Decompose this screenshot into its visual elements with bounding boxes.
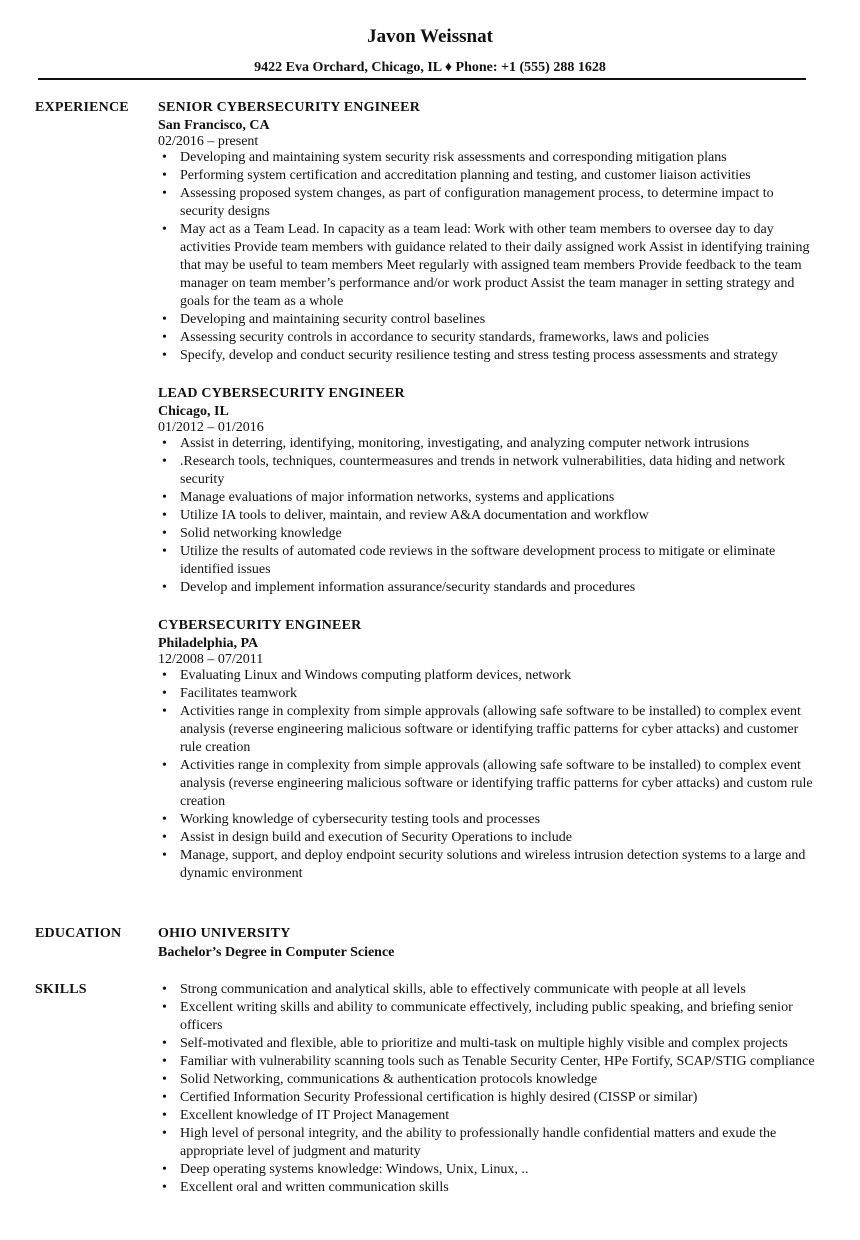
job-location: San Francisco, CA <box>158 118 270 133</box>
skill-item: • Excellent writing skills and ability to communicate effectively, including public speaking, and briefing senior officers <box>180 999 818 1035</box>
job-bullet: • Manage evaluations of major information networks, systems and applications <box>180 489 818 507</box>
skill-item: • Familiar with vulnerability scanning tools such as Tenable Security Center, HPe Fortify, SCAP/STIG compliance <box>180 1053 818 1071</box>
job-bullet: • Working knowledge of cybersecurity testing tools and processes <box>180 811 818 829</box>
job-entry <box>158 99 818 365</box>
job-bullet: • Assist in design build and execution of Security Operations to include <box>180 829 818 847</box>
job-bullet: • Activities range in complexity from simple approvals (allowing safe software to be installed) to complex event analysis (reverse engineering malicious software or identifying traffic patterns for cyber attacks) and customer rule creation <box>180 703 818 757</box>
job-entry <box>158 385 818 597</box>
job-location: Philadelphia, PA <box>158 636 259 651</box>
job-bullet: • Developing and maintaining system security risk assessments and corresponding mitigation plans <box>180 149 818 167</box>
job-entry <box>158 617 818 883</box>
skills-list <box>158 981 818 1197</box>
education-body <box>158 925 818 963</box>
skill-item: • High level of personal integrity, and the ability to professionally handle confidential matters and exude the appropriate level of judgment and maturity <box>180 1125 818 1161</box>
job-bullet: • Utilize IA tools to deliver, maintain, and review A&A documentation and workflow <box>180 507 818 525</box>
school-name: OHIO UNIVERSITY <box>158 926 291 941</box>
job-bullet: • Activities range in complexity from simple approvals (allowing safe software to be installed) to complex event analysis (reverse engineering malicious software or identifying traffic patterns for cyber attacks) and custom rule creation <box>180 757 818 811</box>
job-bullet: • Assessing security controls in accordance to security standards, frameworks, laws and policies <box>180 329 818 347</box>
job-bullet: • Utilize the results of automated code reviews in the software development process to mitigate or eliminate identified issues <box>180 543 818 579</box>
education-heading: EDUCATION <box>35 926 122 941</box>
job-bullet: • Evaluating Linux and Windows computing platform devices, network <box>180 667 818 685</box>
degree: Bachelor’s Degree in Computer Science <box>158 945 395 960</box>
skills-body <box>158 981 818 1197</box>
job-bullet: • May act as a Team Lead. In capacity as a team lead: Work with other team members to oversee day to day activities Provide team members with guidance related to their daily assigned work Assist in identifying training that may be useful to team members Meet regularly with assigned team members Provide feedback to the team manager on team member’s performance and/or work product Assist the team manager in setting strategy and goals for the team as a whole <box>180 221 818 311</box>
job-title: SENIOR CYBERSECURITY ENGINEER <box>158 100 421 115</box>
job-bullet: • Manage, support, and deploy endpoint security solutions and wireless intrusion detection systems to a large and dynamic environment <box>180 847 818 883</box>
job-bullet: • Facilitates teamwork <box>180 685 818 703</box>
job-bullet: • Developing and maintaining security control baselines <box>180 311 818 329</box>
skill-item: • Deep operating systems knowledge: Windows, Unix, Linux, .. <box>180 1161 818 1179</box>
skill-item: • Self-motivated and flexible, able to prioritize and multi-task on multiple highly visible and complex projects <box>180 1035 818 1053</box>
skill-item: • Certified Information Security Professional certification is highly desired (CISSP or similar) <box>180 1089 818 1107</box>
job-bullet: • Develop and implement information assurance/security standards and procedures <box>180 579 818 597</box>
job-dates: 01/2012 – 01/2016 <box>158 420 264 435</box>
job-bullet: • Performing system certification and accreditation planning and testing, and customer liaison activities <box>180 167 818 185</box>
experience-list <box>158 99 818 903</box>
skill-item: • Excellent oral and written communication skills <box>180 1179 818 1197</box>
job-bullet: • Assessing proposed system changes, as part of configuration management process, to determine impact to security designs <box>180 185 818 221</box>
contact-line: 9422 Eva Orchard, Chicago, IL ♦ Phone: +1 (555) 288 1628 <box>254 60 606 75</box>
job-bullet: • Solid networking knowledge <box>180 525 818 543</box>
job-title: LEAD CYBERSECURITY ENGINEER <box>158 386 405 401</box>
job-dates: 02/2016 – present <box>158 134 259 149</box>
job-bullet: • Specify, develop and conduct security resilience testing and stress testing process assessments and strategy <box>180 347 818 365</box>
skill-item: • Excellent knowledge of IT Project Management <box>180 1107 818 1125</box>
experience-heading: EXPERIENCE <box>35 100 129 115</box>
job-bullet: • Assist in deterring, identifying, monitoring, investigating, and analyzing computer network intrusions <box>180 435 818 453</box>
job-bullets <box>158 667 818 883</box>
skills-heading: SKILLS <box>35 982 87 997</box>
skill-item: • Solid Networking, communications & authentication protocols knowledge <box>180 1071 818 1089</box>
header-divider <box>38 78 806 80</box>
skill-item: • Strong communication and analytical skills, able to effectively communicate with people at all levels <box>180 981 818 999</box>
job-bullet: • .Research tools, techniques, countermeasures and trends in network vulnerabilities, data hiding and network security <box>180 453 818 489</box>
job-bullets <box>158 149 818 365</box>
job-dates: 12/2008 – 07/2011 <box>158 652 264 667</box>
job-bullets <box>158 435 818 597</box>
job-location: Chicago, IL <box>158 404 229 419</box>
job-title: CYBERSECURITY ENGINEER <box>158 618 362 633</box>
candidate-name: Javon Weissnat <box>367 26 493 47</box>
